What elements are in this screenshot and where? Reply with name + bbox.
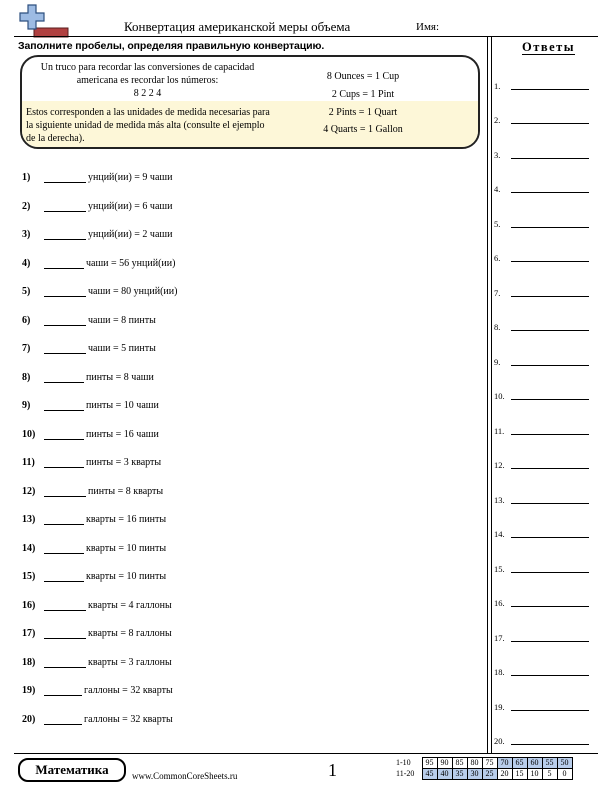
website-link[interactable]: www.CommonCoreSheets.ru [132,771,238,781]
score-cell: 90 [437,758,452,769]
answer-line[interactable] [511,537,589,538]
answer-blank[interactable] [44,430,84,440]
answer-blank[interactable] [44,686,82,696]
answer-slot [494,391,594,405]
answer-line[interactable] [511,192,589,193]
header-divider [14,36,598,37]
question-row [22,258,175,272]
answer-slot [494,495,594,509]
question-number: 11) [22,457,35,468]
question-row [22,400,159,414]
answer-line[interactable] [511,606,589,607]
answer-blank[interactable] [44,316,86,326]
question-number: 7) [22,343,31,354]
answer-line[interactable] [511,399,589,400]
question-row [22,229,172,243]
answer-column-divider [487,36,492,753]
question-row [22,172,172,186]
answer-label: 15. [494,564,505,574]
answer-line[interactable] [511,434,589,435]
question-text: пинты = 3 кварты [86,457,162,468]
score-row [396,758,572,769]
answer-slot [494,426,594,440]
question-text: унций(ии) = 2 чаши [88,229,173,240]
answer-label: 10. [494,391,505,401]
score-cell: 80 [467,758,482,769]
question-text: чаши = 56 унций(ии) [86,258,176,269]
footer-divider [14,753,598,754]
answers-title: Ответы [522,40,576,54]
score-cell: 35 [452,769,467,780]
score-cell: 25 [482,769,497,780]
answer-line[interactable] [511,710,589,711]
answer-slot [494,150,594,164]
answer-blank[interactable] [44,373,84,383]
answer-blank[interactable] [44,487,86,497]
answer-label: 1. [494,81,501,91]
answer-label: 20. [494,736,505,746]
answer-blank[interactable] [44,287,86,297]
question-number: 3) [22,229,31,240]
question-number: 14) [22,543,36,554]
question-text: чаши = 8 пинты [88,315,156,326]
answer-line[interactable] [511,365,589,366]
score-cell: 40 [437,769,452,780]
question-text: галлоны = 32 кварты [84,685,173,696]
answer-label: 14. [494,529,505,539]
answer-blank[interactable] [44,173,86,183]
answer-label: 3. [494,150,501,160]
question-text: пинты = 10 чаши [86,400,159,411]
question-number: 20) [22,714,36,725]
math-logo-icon [18,4,70,38]
tip-explanation: Estos corresponden a las unidades de medida necesarias para la siguiente unidad de medida más alta (consulte el ejemplo de la derecha). [26,107,270,144]
question-text: кварты = 10 пинты [86,543,167,554]
answer-slot [494,598,594,612]
score-cell: 50 [557,758,572,769]
answer-blank[interactable] [44,601,86,611]
question-number: 15) [22,571,36,582]
answer-slot [494,288,594,302]
answer-slot [494,633,594,647]
answer-line[interactable] [511,261,589,262]
answer-blank[interactable] [44,629,86,639]
answer-label: 9. [494,357,501,367]
answer-label: 5. [494,219,501,229]
conversion-line: 2 Pints = 1 Quart [328,107,398,118]
instruction-text: Заполните пробелы, определяя правильную конвертацию. [18,40,325,52]
score-cell: 5 [542,769,557,780]
question-row [22,486,163,500]
answer-line[interactable] [511,89,589,90]
question-text: пинты = 8 кварты [88,486,164,497]
answer-label: 18. [494,667,505,677]
score-row-label: 1-10 [396,758,411,767]
score-cell: 70 [497,758,512,769]
score-cell: 75 [482,758,497,769]
answer-blank[interactable] [44,458,84,468]
answer-label: 8. [494,322,501,332]
answer-blank[interactable] [44,544,84,554]
answer-blank[interactable] [44,401,84,411]
answer-slot [494,81,594,95]
question-number: 18) [22,657,36,668]
answer-label: 12. [494,460,505,470]
answer-line[interactable] [511,123,589,124]
score-cell: 45 [422,769,437,780]
question-text: кварты = 10 пинты [86,571,167,582]
question-text: чаши = 80 унций(ии) [88,286,178,297]
question-row [22,571,166,585]
score-cell: 15 [512,769,527,780]
answer-line[interactable] [511,641,589,642]
answer-slot [494,736,594,750]
answer-label: 4. [494,184,501,194]
answer-line[interactable] [511,158,589,159]
answer-blank[interactable] [44,715,82,725]
question-text: кварты = 16 пинты [86,514,167,525]
question-row [22,429,159,443]
answer-line[interactable] [511,468,589,469]
question-row [22,315,156,329]
answer-blank[interactable] [44,658,86,668]
answer-slot [494,253,594,267]
score-cell: 30 [467,769,482,780]
question-text: пинты = 16 чаши [86,429,159,440]
answer-label: 7. [494,288,501,298]
answer-label: 17. [494,633,505,643]
score-cell: 85 [452,758,467,769]
question-row [22,685,173,699]
answer-slot [494,219,594,233]
answer-label: 16. [494,598,505,608]
question-number: 19) [22,685,36,696]
answer-label: 2. [494,115,501,125]
answer-blank[interactable] [44,259,84,269]
question-text: кварты = 4 галлоны [88,600,172,611]
question-text: галлоны = 32 кварты [84,714,173,725]
answer-label: 19. [494,702,505,712]
question-row [22,514,166,528]
answer-slot [494,529,594,543]
question-number: 9) [22,400,31,411]
answer-line[interactable] [511,227,589,228]
score-cell: 0 [557,769,572,780]
answer-line[interactable] [511,675,589,676]
answer-blank[interactable] [44,515,84,525]
question-number: 2) [22,201,31,212]
question-row [22,714,173,728]
tip-box [20,55,480,149]
answer-line[interactable] [511,330,589,331]
answer-slot [494,184,594,198]
tip-digits: 8 2 2 4 [133,88,162,99]
answer-slot [494,667,594,681]
answer-slot [494,322,594,336]
answer-line[interactable] [511,572,589,573]
question-row [22,201,172,215]
question-number: 4) [22,258,31,269]
score-cell: 95 [422,758,437,769]
score-table [396,757,573,780]
question-text: унций(ии) = 9 чаши [88,172,173,183]
answer-blank[interactable] [44,344,86,354]
page-number: 1 [328,760,337,780]
score-cell: 65 [512,758,527,769]
answer-label: 13. [494,495,505,505]
conversion-line: 4 Quarts = 1 Gallon [323,124,403,135]
question-row [22,657,172,671]
score-cell: 60 [527,758,542,769]
conversion-line: 2 Cups = 1 Pint [331,89,395,100]
answer-slot [494,564,594,578]
name-label: Имя: [416,21,440,33]
question-text: унций(ии) = 6 чаши [88,201,173,212]
score-cell: 20 [497,769,512,780]
question-text: пинты = 8 чаши [86,372,154,383]
answer-line[interactable] [511,744,589,745]
question-row [22,457,161,471]
question-row [22,286,177,300]
tip-intro-text: Un truco para recordar las conversiones de capacidad americana es recordar los números: [40,62,255,86]
question-text: кварты = 8 галлоны [88,628,172,639]
question-number: 13) [22,514,36,525]
score-row-label: 11-20 [396,769,415,778]
answer-blank[interactable] [44,202,86,212]
question-row [22,628,172,642]
tip-intro [30,61,265,100]
answer-slot [494,460,594,474]
question-number: 8) [22,372,31,383]
question-number: 12) [22,486,36,497]
question-row [22,372,154,386]
conversion-line: 8 Ounces = 1 Cup [326,71,400,82]
question-number: 10) [22,429,36,440]
brand-badge: Математика [18,758,126,782]
score-cell: 55 [542,758,557,769]
score-row [396,769,572,780]
answer-blank[interactable] [44,230,86,240]
answer-label: 6. [494,253,501,263]
score-cell: 10 [527,769,542,780]
question-text: чаши = 5 пинты [88,343,156,354]
question-number: 17) [22,628,36,639]
answer-slot [494,702,594,716]
answer-line[interactable] [511,296,589,297]
worksheet-title: Конвертация американской меры объема [124,19,351,34]
answer-blank[interactable] [44,572,84,582]
question-number: 1) [22,172,31,183]
question-number: 6) [22,315,31,326]
question-text: кварты = 3 галлоны [88,657,172,668]
question-number: 5) [22,286,31,297]
question-row [22,600,172,614]
question-row [22,543,166,557]
question-number: 16) [22,600,36,611]
answer-slot [494,115,594,129]
answer-slot [494,357,594,371]
answer-label: 11. [494,426,505,436]
question-row [22,343,156,357]
answer-line[interactable] [511,503,589,504]
